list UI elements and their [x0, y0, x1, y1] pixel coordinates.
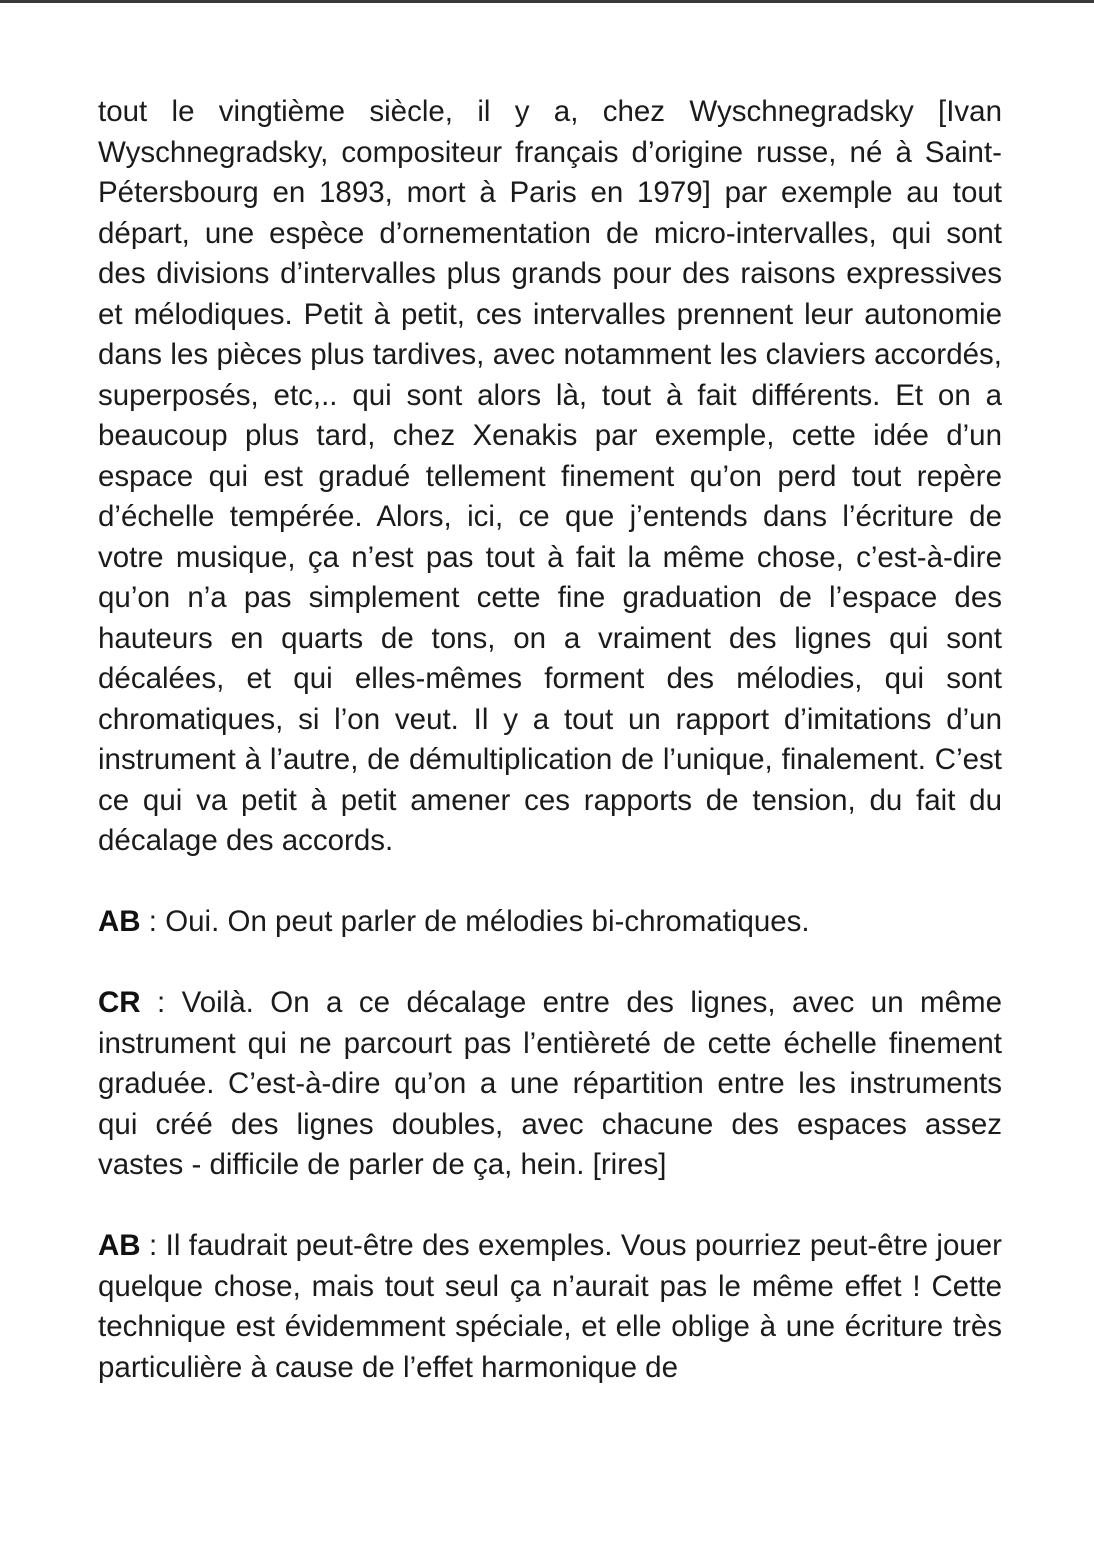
- paragraph-2: [98, 902, 1002, 943]
- paragraph-text: Voilà. On a ce décalage entre des lignes, avec un même instrument qui ne parcourt pas l’entièreté de cette échelle finement graduée. C’est-à-dire qu’on a une répartition entre les instruments qui créé des lignes doubles, avec chacune des espaces assez vastes - difficile de parler de ça, hein. [rires]: [98, 986, 1002, 1181]
- speaker-label: AB: [98, 1229, 141, 1262]
- paragraph-text: Oui. On peut parler de mélodies bi-chromatiques.: [165, 905, 810, 938]
- paragraph-3: [98, 983, 1002, 1186]
- speaker-separator: :: [140, 905, 166, 938]
- paragraph-4: [98, 1226, 1002, 1388]
- paragraph-text: Il faudrait peut-être des exemples. Vous pourriez peut-être jouer quelque chose, mais tout seul ça n’aurait pas le même effet ! Cette technique est évidemment spéciale, et elle oblige à une écriture très particulière à cause de l’effet harmonique de: [98, 1229, 1002, 1384]
- speaker-separator: :: [140, 986, 182, 1019]
- document-page: [98, 92, 1002, 1388]
- paragraph-1: [98, 92, 1002, 862]
- speaker-separator: :: [140, 1229, 166, 1262]
- speaker-label: CR: [98, 986, 141, 1019]
- speaker-label: AB: [98, 905, 141, 938]
- paragraph-text: tout le vingtième siècle, il y a, chez Wyschnegradsky [Ivan Wyschnegradsky, compositeur français d’origine russe, né à Saint-Pétersbourg en 1893, mort à Paris en 1979] par exemple au tout départ, une espèce d’ornementation de micro-intervalles, qui sont des divisions d’intervalles plus grands pour des raisons expressives et mélodiques. Petit à petit, ces intervalles prennent leur autonomie dans les pièces plus tardives, avec notamment les claviers accordés, superposés, etc,.. qui sont alors là, tout à fait différents. Et on a beaucoup plus tard, chez Xenakis par exemple, cette idée d’un espace qui est gradué tellement finement qu’on perd tout repère d’échelle tempérée. Alors, ici, ce que j’entends dans l’écriture de votre musique, ça n’est pas tout à fait la même chose, c’est-à-dire qu’on n’a pas simplement cette fine graduation de l’espace des hauteurs en quarts de tons, on a vraiment des lignes qui sont décalées, et qui elles-mêmes forment des mélodies, qui sont chromatiques, si l’on veut. Il y a tout un rapport d’imitations d’un instrument à l’autre, de démultiplication de l’unique, finalement. C’est ce qui va petit à petit amener ces rapports de tension, du fait du décalage des accords.: [98, 95, 1002, 857]
- top-border-rule: [0, 0, 1094, 3]
